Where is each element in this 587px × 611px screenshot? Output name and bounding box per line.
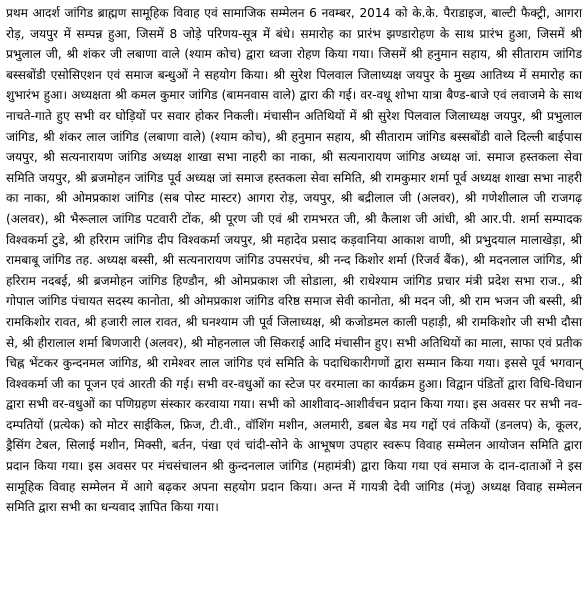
article-paragraph: प्रथम आदर्श जांगिड ब्राह्मण सामूहिक विवाह एवं सामाजिक सम्मेलन 6 नवम्बर, 2014 को के.के. पैराडाइज, बाल्टी फैक्ट्री, आगरा रोड़, जयपुर में सम्पन्न हुआ, जिसमें 8 जोड़े परिणय-सूत्र में बंधे। समारोह का प्रारंभ झण्डारोहण के साथ प्रारंभ हुआ, जिसमें श्री प्रभुलाल जी, श्री शंकर जी लबाणा वाले (श्याम कोच) द्वारा ध्वजा रोहण किया गया। जिसमें श्री हनुमान सहाय, श्री सीताराम जांगिड बस्सबोंडी एसोसिएशन एवं समाज बन्धुओं ने सहयोग किया। श्री सुरेश पिलवाल जिलाध्यक्ष जयपुर के मुख्य आतिथ्य में समारोह का शुभारंभ हुआ। अध्यक्षता श्री कमल कुमार जांगिड (बामनवास वाले) द्वारा की गई। वर-वधू शोभा यात्रा बैण्ड-बाजे एवं लवाजमे के साथ नाचते-गाते हुए सभी वर घोड़ियों पर सवार होकर निकली। मंचासीन अतिथियों में श्री सुरेश पिलवाल जिलाध्यक्ष जयपुर, श्री प्रभुलाल जांगिड, श्री शंकर लाल जांगिड (लबाणा वाले) (श्याम कोच), श्री हनुमान सहाय, श्री सीताराम जांगिड बस्सबोंडी वाले दिल्ली बाईपास जयपुर, श्री सत्यनारायण जांगिड अध्यक्ष शाखा सभा नाहरी का नाका, श्री सत्यनारायण जांगिड अध्यक्ष जां. समाज हस्तकला सेवा समिति जयपुर, श्री ब्रजमोहन जांगिड पूर्व अध्यक्ष जां समाज हस्तकला सेवा समिति, श्री रामकुमार शर्मा पूर्व अध्यक्ष शाखा सभा नाहरी का नाका, श्री ओमप्रकाश जांगिड (सब पोस्ट मास्टर) आगरा रोड़, जयपुर, श्री बद्रीलाल जी (अलवर), श्री गणेशीलाल जी राजगढ़ (अलवर), श्री भैरूलाल जांगिड पटवारी टोंक, श्री पूरण जी एवं श्री रामभरत जी, श्री कैलाश जी आंधी, श्री आर.पी. शर्मा सम्पादक विश्वकर्मा टुडे, श्री हरिराम जांगिड दीप विश्वकर्मा जयपुर, श्री महादेव प्रसाद कड़वानिया आकाश वाणी, श्री प्रभुदयाल मालाखेड़ा, श्री रामबाबू जांगिड तह. अध्यक्ष बस्सी, श्री सत्यनारायण जांगिड उपसरपंच, श्री नन्द किशोर शर्मा (रिजर्व बैंक), श्री मदनलाल जांगिड, श्री हरिराम नदबई, श्री ब्रजमोहन जांगिड हिण्डौन, श्री ओमप्रकाश जी सोडाला, श्री राधेश्याम जांगिड प्रचार मंत्री प्रदेश सभा राज., श्री गोपाल जांगिड पंचायत सदस्य कानोता, श्री ओमप्रकाश जांगिड वरिष्ठ समाज सेवी कानोता, श्री मदन जी, श्री राम भजन जी बस्सी, श्री रामकिशोर रावत, श्री हजारी लाल रावत, श्री घनश्याम जी पूर्व जिलाध्यक्ष, श्री कजोडमल काली पहाड़ी, श्री रामकिशोर जी सभी दौसा से, श्री हीरालाल शर्मा बिणजारी (अलवर), श्री मोहनलाल जी सिकराई आदि मंचासीन हुए। सभी अतिथियों का माला, साफा एवं प्रतीक चिह्न भेंटकर कुन्दनमल जांगिड, श्री रामेश्वर लाल जांगिड एवं समिति के पदाधिकारीगणों द्वारा सम्मान किया गया। इससे पूर्व भगवान् विश्वकर्मा जी का पूजन एवं आरती की गई। सभी वर-वधुओं का स्टेज पर वरमाला का कार्यक्रम हुआ। विद्वान पंडितों द्वारा विधि-विधान द्वारा सभी वर-वधुओं का पणिग्रहण संस्कार करवाया गया। सभी को आशीवाद-आशीर्वचन प्रदान किया गया। इस अवसर पर सभी नव-दम्पतियों (प्रत्येक) को मोटर साईकिल, फ्रिज, टी.वी., वॉशिंग मशीन, अलमारी, डबल बेड मय गद्दों एवं तकियों (डनलप) के, कूलर, ड्रैसिंग टेबल, सिलाई मशीन, मिक्सी, बर्तन, पंखा एवं चांदी-सोने के आभूषण उपहार स्वरूप विवाह सम्मेलन आयोजन समिति द्वारा प्रदान किया गया। इस अवसर पर मंचसंचालन श्री कुन्दनलाल जांगिड (महामंत्री) द्वारा किया गया एवं समाज के दान-दाताओं ने इस सामूहिक विवाह सम्मेलन में आगे बढ़कर अपना सहयोग प्रदान किया। अन्त में गायत्री देवी जांगिड (मंजू) अध्यक्ष विवाह सम्मेलन समिति द्वारा सभी का धन्यवाद ज्ञापित किया गया। (6, 6, 582, 515)
